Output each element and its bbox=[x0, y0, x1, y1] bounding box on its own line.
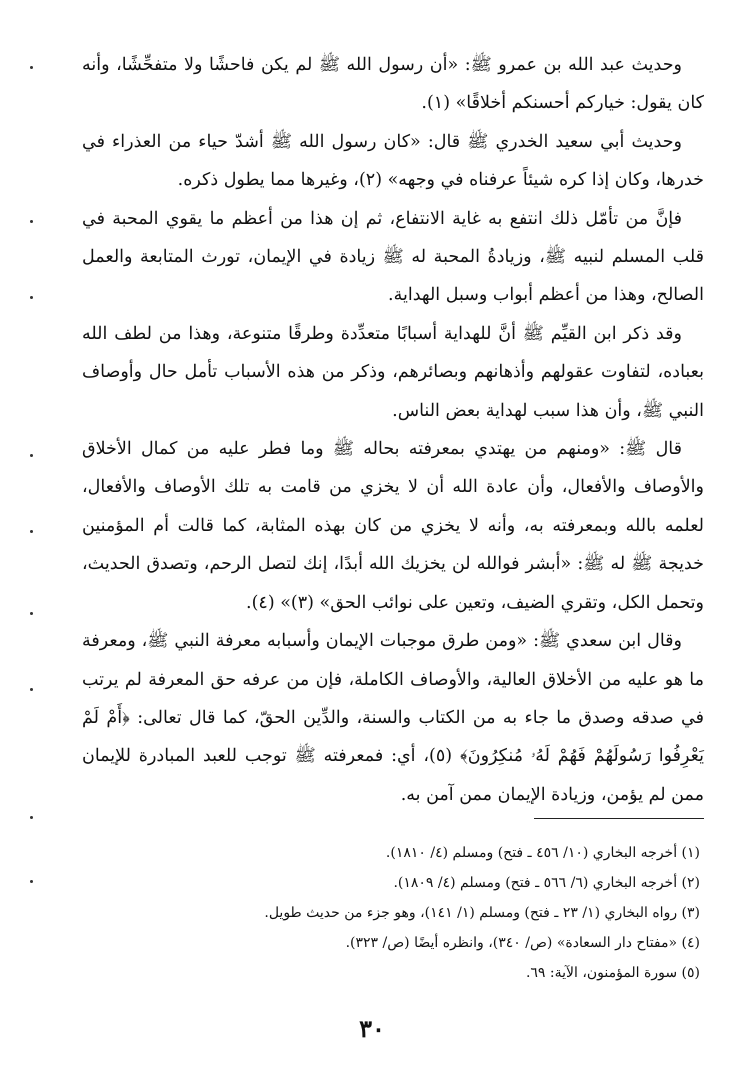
margin-mark bbox=[30, 530, 33, 533]
margin-mark bbox=[30, 880, 33, 883]
footnotes bbox=[100, 838, 700, 988]
footnote-5: (٥) سورة المؤمنون، الآية: ٦٩. bbox=[525, 965, 700, 981]
footnote-4: (٤) «مفتاح دار السعادة» (ص/ ٣٤٠)، وانظره أيضًا (ص/ ٣٢٣). bbox=[345, 935, 700, 951]
footnote-3: (٣) رواه البخاري (١/ ٢٣ ـ فتح) ومسلم (١/ ١٤١)، وهو جزء من حديث طويل. bbox=[264, 905, 700, 921]
main-text bbox=[82, 46, 704, 814]
footnote-divider bbox=[534, 818, 704, 819]
margin-mark bbox=[30, 612, 33, 615]
paragraph-4: وقد ذكر ابن القيِّم ﷺ أنَّ للهداية أسبابًا متعدِّدة وطرقًا متنوعة، وهذا من لطف الله بعباده، لتفاوت عقولهم وأذهانهم وبصائرهم، وذكر من هذه الأسباب تأمل حال وأوصاف النبي ﷺ، وأن هذا سبب لهداية بعض الناس. bbox=[82, 323, 704, 421]
paragraph-1: وحديث عبد الله بن عمرو ﷺ: «أن رسول الله ﷺ لم يكن فاحشًا ولا متفحِّشًا، وأنه كان يقول: خياركم أحسنكم أخلاقًا» (١). bbox=[82, 55, 704, 114]
footnote-1: (١) أخرجه البخاري (١٠/ ٤٥٦ ـ فتح) ومسلم (٤/ ١٨١٠). bbox=[385, 845, 700, 861]
paragraph-3: فإنَّ من تأمّل ذلك انتفع به غاية الانتفاع، ثم إن هذا من أعظم ما يقوي المحبة في قلب المسلم لنبيه ﷺ، وزيادةُ المحبة له ﷺ زيادة في الإيمان، تورث المتابعة والعمل الصالح، وهذا من أعظم أبواب وسبل الهداية. bbox=[82, 208, 704, 306]
margin-mark bbox=[30, 688, 33, 691]
margin-mark bbox=[30, 66, 33, 69]
paragraph-5: قال ﷺ: «ومنهم من يهتدي بمعرفته بحاله ﷺ وما فطر عليه من كمال الأخلاق والأوصاف والأفعال، وأن عادة الله أن لا يخزي من قامت به تلك الأوصاف والأفعال، لعلمه بالله وبمعرفته به، وأنه لا يخزي من كان بهذه المثابة، كما قالت أم المؤمنين خديجة ﷺ له ﷺ: «أبشر فوالله لن يخزيك الله أبدًا، إنك لتصل الرحم، وتصدق الحديث، وتحمل الكل، وتقري الضيف، وتعين على نوائب الحق» (٣)» (٤). bbox=[82, 439, 704, 613]
margin-mark bbox=[30, 220, 33, 223]
footnote-2: (٢) أخرجه البخاري (٦/ ٥٦٦ ـ فتح) ومسلم (٤/ ١٨٠٩). bbox=[393, 875, 700, 891]
margin-mark bbox=[30, 296, 33, 299]
paragraph-2: وحديث أبي سعيد الخدري ﷺ قال: «كان رسول الله ﷺ أشدّ حياء من العذراء في خدرها، وكان إذا كره شيئاً عرفناه في وجهه» (٢)، وغيرها مما يطول ذكره. bbox=[82, 131, 704, 191]
margin-mark bbox=[30, 454, 33, 457]
page-number: ٣٠ bbox=[359, 1014, 385, 1043]
paragraph-6: وقال ابن سعدي ﷺ: «ومن طرق موجبات الإيمان وأسبابه معرفة النبي ﷺ، ومعرفة ما هو عليه من الأخلاق العالية، والأوصاف الكاملة، فإن من عرفه حق المعرفة لم يرتب في صدقه وصدق ما جاء به من الكتاب والسنة، والدِّين الحقّ، كما قال تعالى: ﴿أَمْ لَمْ يَعْرِفُوا رَسُولَهُمْ فَهُمْ لَهُۥ مُنكِرُونَ﴾ (٥)، أي: فمعرفته ﷺ توجب للعبد المبادرة للإيمان ممن لم يؤمن، وزيادة الإيمان ممن آمن به. bbox=[82, 631, 704, 805]
margin-mark bbox=[30, 816, 33, 819]
